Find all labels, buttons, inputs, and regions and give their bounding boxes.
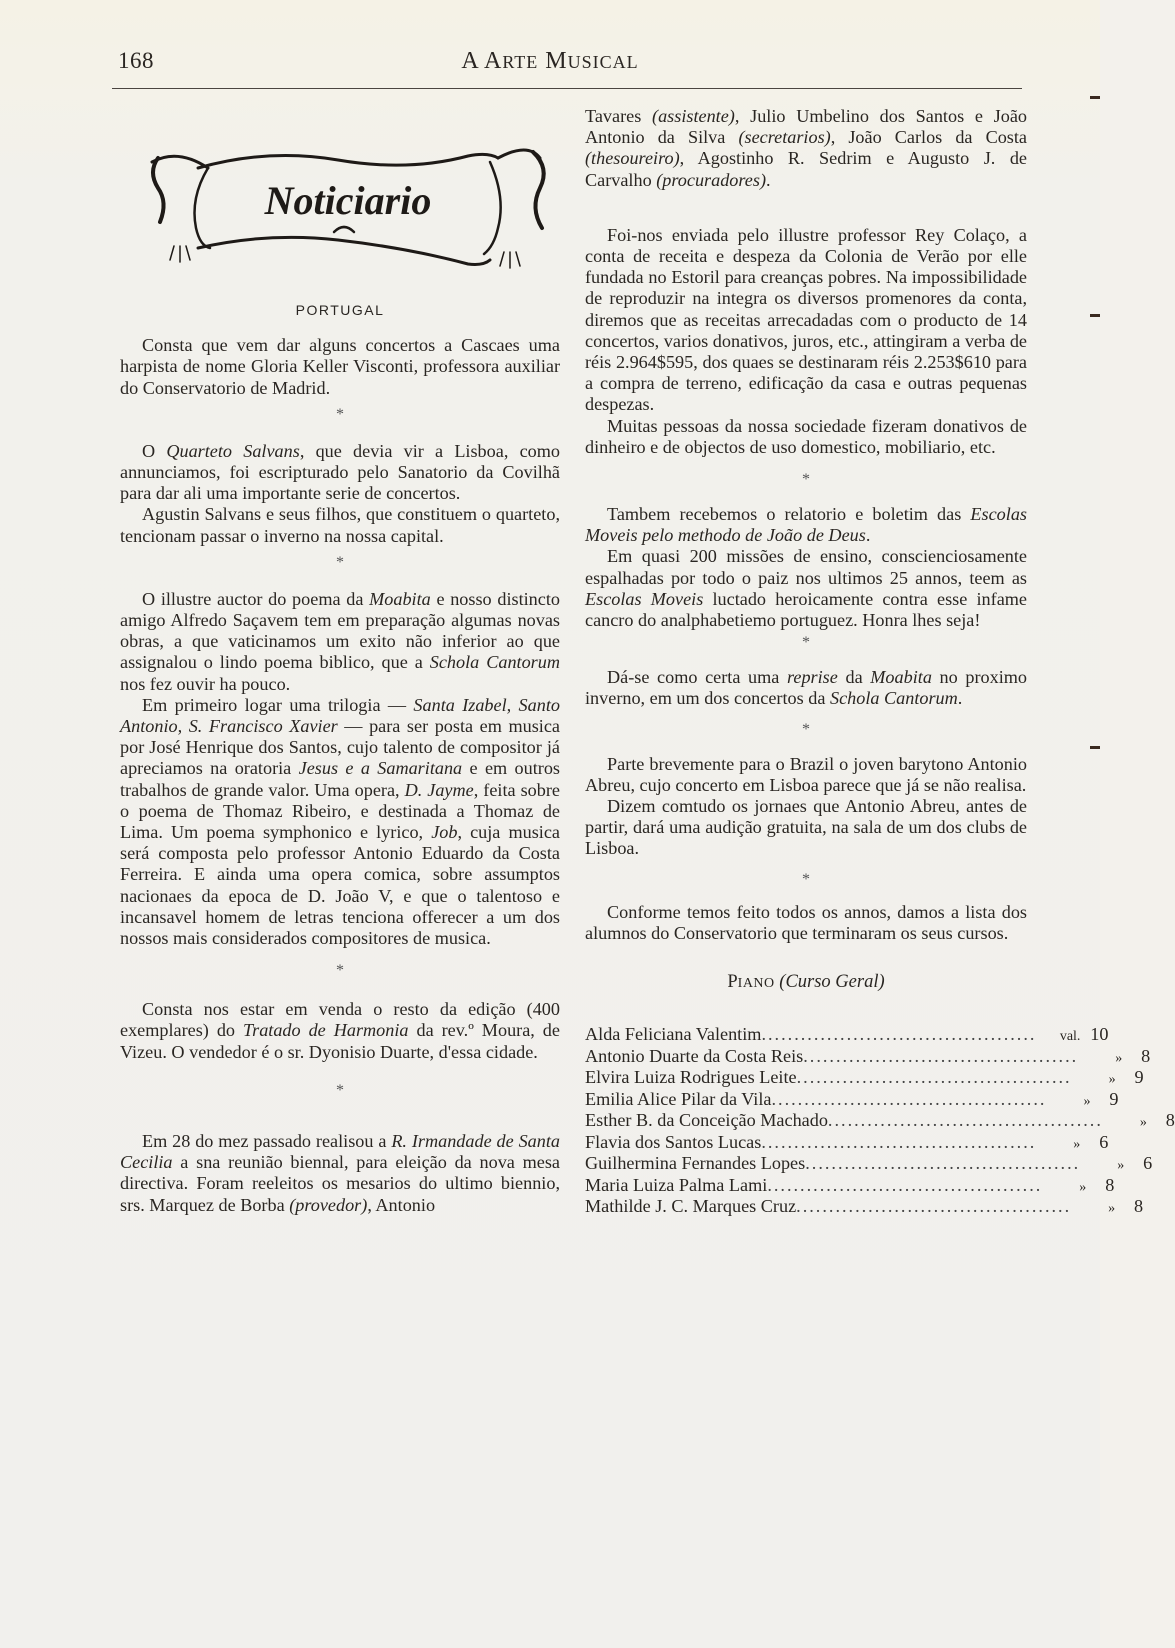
graduate-row [585,1131,1109,1154]
article-paragraph: Tavares (assistente), Julio Umbelino dos Santos e João Antonio da Silva (secretarios), João Carlos da Costa (thesoureiro), Agostinho R. Sedrim e Augusto J. de Carvalho (procuradores). [585,106,1028,190]
graduate-row [585,1024,1109,1046]
graduate-name: Elvira Luiza Rodrigues Leite [585,1067,797,1088]
noticiario-banner [138,128,558,278]
grade-value: 9 [1109,1088,1119,1109]
graduate-name: Alda Feliciana Valentim [585,1024,762,1045]
article-paragraph: O Quarteto Salvans, que devia vir a Lisboa, como annunciamos, foi escripturado pelo Sanatorio da Covilhã para dar ali uma importante serie de concertos. [120,440,560,504]
grade-label: val. [1059,1029,1081,1045]
grade-label: » [1079,1179,1087,1195]
separator-asterisk: * [802,471,810,489]
grade-label: » [1115,1050,1123,1066]
article-paragraph: Muitas pessoas da nossa sociedade fizeram donativos de dinheiro e de objectos de uso domestico, mobiliario, etc. [585,415,1027,457]
page-number: 168 [118,48,154,73]
graduate-row [585,1045,1151,1068]
grade-label: » [1117,1158,1125,1174]
grade-value: 6 [1143,1153,1153,1174]
graduate-row [585,1196,1144,1218]
article-paragraph: Tambem recebemos o relatorio e boletim das Escolas Moveis pelo methodo de João de Deus. [585,504,1027,546]
spacer [585,191,1027,225]
margin-mark [1090,746,1100,749]
header-rule [112,88,1022,89]
article-paragraph: Em 28 do mez passado realisou a R. Irmandade de Santa Cecilia a sna reunião biennal, para eleição da nova mesa directiva. Foram reeleitos os mesarios do ultimo biennio, srs. Marquez de Borba (provedor), Antonio [120,1130,561,1215]
graduate-name: Emilia Alice Pilar da Vila [585,1088,772,1109]
article-paragraph: Parte brevemente para o Brazil o joven barytono Antonio Abreu, cujo concerto em Lisboa parece que já se não realisa. [585,753,1027,795]
grade-label: » [1108,1072,1116,1088]
article-paragraph: Em quasi 200 missões de ensino, conscienciosamente espalhadas por todo o paiz nos ultimos 25 annos, teem as Escolas Moveis luctado heroicamente contra esse infame cancro do analphabetiemo portuguez. Honra lhes seja! [585,546,1027,631]
article-paragraph: Consta nos estar em venda o resto da edição (400 exemplares) do Tratado de Harmonia da rev.º Moura, de Vizeu. O vendedor é o sr. Dyonisio Duarte, d'essa cidade. [120,999,560,1062]
grade-value: 8 [1165,1110,1175,1131]
graduate-name: Mathilde J. C. Marques Cruz [585,1196,797,1217]
leader-dots: .......................................... [803,1045,1079,1066]
graduate-row [585,1067,1144,1089]
grade-label: » [1073,1136,1081,1152]
grade-value: 8 [1141,1045,1151,1066]
left-column [120,300,560,1216]
graduate-name: Guilhermina Fernandes Lopes [585,1153,806,1174]
running-title [0,48,1100,75]
separator-asterisk: * [802,634,810,652]
article-paragraph: Em primeiro logar uma trilogia — Santa Izabel, Santo Antonio, S. Francisco Xavier — para ser posta em musica por José Henrique dos Santos, cujo talento de compositor já apreciamos na oratoria Jesus e a Samaritana e em outros trabalhos de grande valor. Uma opera, D. Jayme, feita sobre o poema de Thomaz Ribeiro, e destinada a Thomaz de Lima. Um poema symphonico e lyrico, Job, cuja musica será composta pelo professor Antonio Eduardo da Costa Ferreira. E ainda uma opera comica, sobre assumptos nacionaes da epoca de D. João V, e que o talentoso e incansavel homem de letras tenciona offerecer a um dos nossos mais considerados compositores de musica. [120,694,561,949]
graduate-name: Maria Luiza Palma Lami [585,1174,768,1195]
separator-asterisk: * [336,1081,344,1099]
leader-dots: .......................................... [761,1024,1037,1045]
leader-dots: .......................................... [805,1153,1081,1174]
graduate-row [585,1110,1175,1132]
section-heading: PORTUGAL [295,302,385,318]
separator-asterisk: * [802,870,810,888]
title-part: USICAL [567,52,639,72]
graduate-name: Flavia dos Santos Lucas [585,1131,762,1152]
article-paragraph: Foi-nos enviada pelo illustre professor Rey Colaço, a conta de receita e despeza da Colonia de Verão por elle fundada no Estoril para creanças pobres. Na impossibilidade de reproduzir na integra os diversos promenores da conta, diremos que as receitas arrecadadas com o producto de 14 concertos, varios donativos, juros, etc., attingiram a verba de réis 2.964$595, dos quaes se destinaram réis 2.253$610 para a compra de terreno, edificação da casa e outras pequenas despezas. [585,224,1027,415]
leader-dots: .......................................... [796,1067,1072,1088]
leader-dots: .......................................... [767,1174,1043,1195]
leader-dots: .......................................... [827,1110,1103,1131]
grade-value: 10 [1090,1024,1109,1045]
separator-asterisk: * [336,962,344,980]
grade-value: 8 [1105,1174,1115,1195]
article-paragraph: Dizem comtudo os jornaes que Antonio Abreu, antes de partir, dará uma audição gratuita, na sala de um dos clubs de Lisboa. [585,796,1027,859]
grade-value: 6 [1099,1131,1109,1152]
banner-top-scroll [198,154,498,168]
leader-dots: .......................................... [771,1088,1047,1109]
separator-asterisk: * [802,720,810,738]
article-paragraph: Consta que vem dar alguns concertos a Cascaes uma harpista de nome Gloria Keller Visconti, professora auxiliar do Conservatorio de Madrid. [120,335,560,398]
separator-asterisk: * [336,405,344,423]
margin-mark [1090,96,1100,99]
leader-dots: .......................................... [761,1131,1037,1152]
right-column [585,106,1175,1218]
title-part: M [538,48,568,74]
graduate-row [585,1174,1115,1197]
leader-dots: .......................................... [796,1196,1072,1217]
piano-list-title: PIANO (Curso Geral) [727,972,885,993]
separator-asterisk: * [336,553,344,571]
banner-right-curl [533,152,544,228]
article-paragraph: Agustin Salvans e seus filhos, que constituem o quarteto, tencionam passar o inverno na nossa capital. [120,504,560,546]
banner-title: Noticiario [264,178,432,223]
grade-value: 9 [1134,1067,1144,1088]
title-part: A A [461,48,503,74]
graduate-row [585,1088,1119,1111]
piano-graduates-list [585,1024,1175,1218]
grade-label: » [1139,1115,1147,1131]
banner-left-curl [153,158,164,222]
article-paragraph: Conforme temos feito todos os annos, damos a lista dos alumnos do Conservatorio que terminaram os seus cursos. [585,901,1027,943]
graduate-name: Esther B. da Conceição Machado [585,1110,828,1131]
banner-left-edge [195,168,211,248]
banner-bottom-scroll [198,237,490,264]
title-part: RTE [502,52,539,72]
margin-mark [1090,314,1100,317]
article-paragraph: O illustre auctor do poema da Moabita e nosso distincto amigo Alfredo Saçavem tem em preparação algumas novas obras, a que vaticinamos um exito não inferior ao que assignalou o lindo poema biblico, que a Schola Cantorum nos fez ouvir ha pouco. [120,588,560,694]
grade-label: » [1083,1093,1091,1109]
grade-label: » [1108,1201,1116,1217]
graduate-name: Antonio Duarte da Costa Reis [585,1045,804,1066]
article-paragraph: Dá-se como certa uma reprise da Moabita no proximo inverno, em um dos concertos da Schola Cantorum. [585,667,1027,709]
grade-value: 8 [1134,1196,1144,1217]
banner-right-edge [484,162,501,254]
graduate-row [585,1153,1153,1175]
